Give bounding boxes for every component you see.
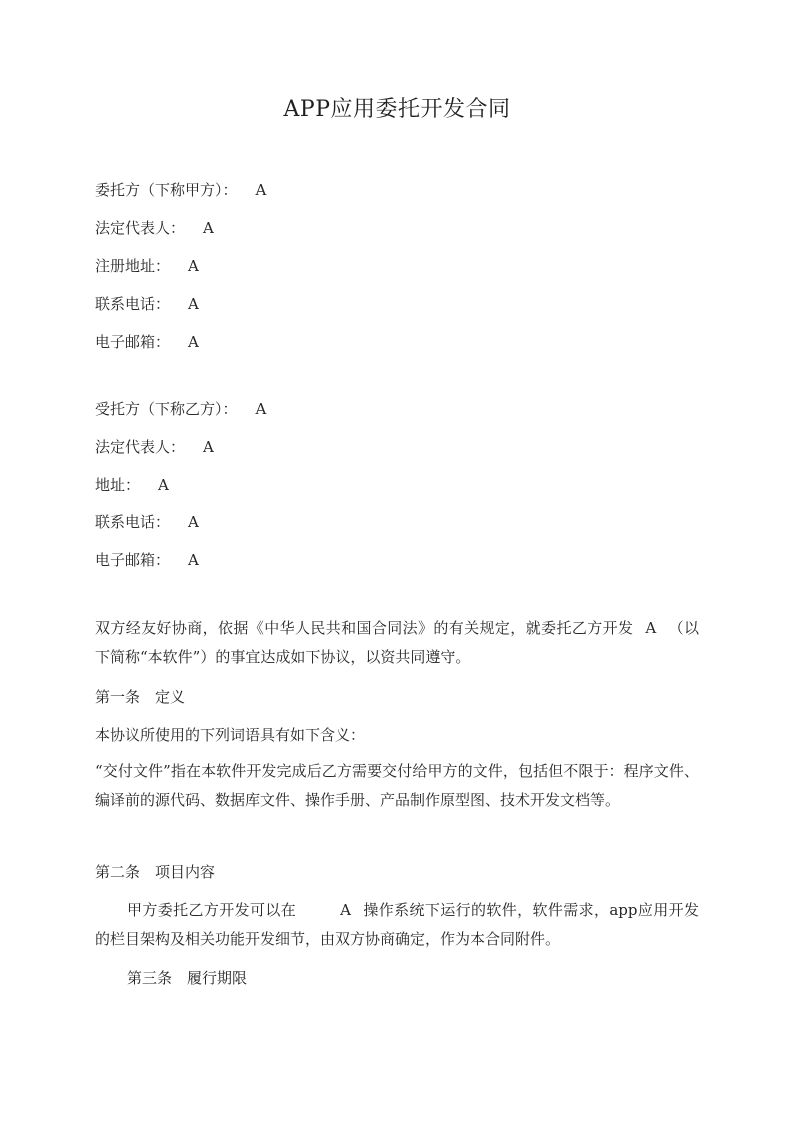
party-b-phone-value: A (188, 513, 199, 531)
party-a-email-label: 电子邮箱： (95, 333, 171, 351)
party-b-trustee-line (95, 399, 266, 419)
article-1-heading: 第一条 定义 (95, 688, 186, 706)
document-title: APP应用委托开发合同 (283, 97, 511, 122)
party-a-rep-value: A (203, 219, 214, 237)
intro-software-value: A (645, 619, 657, 637)
party-b-trustee-label: 受托方（下称乙方）： (95, 400, 238, 418)
party-b-email-value: A (188, 551, 199, 569)
article-2-paragraph (95, 896, 699, 954)
party-b-email-label: 电子邮箱： (95, 551, 171, 569)
party-b-phone-label: 联系电话： (95, 513, 171, 531)
article-1-lead: 本协议所使用的下列词语具有如下含义： (95, 726, 366, 744)
party-a-entrust-line (95, 180, 266, 200)
party-b-rep-line (95, 437, 214, 457)
party-a-entrust-value: A (255, 181, 267, 199)
party-b-address-label: 地址： (95, 476, 141, 494)
party-a-phone-value: A (188, 295, 199, 313)
article-3-heading: 第三条 履行期限 (127, 969, 248, 987)
party-b-email-line (95, 550, 199, 570)
party-b-address-value: A (158, 476, 169, 494)
party-b-trustee-value: A (255, 400, 267, 418)
party-a-address-label: 注册地址： (95, 257, 171, 275)
article-2-os-value: A (340, 901, 351, 919)
party-a-email-line (95, 332, 199, 352)
party-b-rep-value: A (203, 438, 214, 456)
party-a-address-value: A (188, 257, 199, 275)
party-a-phone-label: 联系电话： (95, 295, 171, 313)
intro-paragraph (95, 614, 699, 672)
party-b-rep-label: 法定代表人： (95, 438, 186, 456)
party-a-rep-label: 法定代表人： (95, 219, 186, 237)
article-2-heading: 第二条 项目内容 (95, 863, 216, 881)
party-a-email-value: A (188, 333, 199, 351)
party-a-phone-line (95, 294, 199, 314)
party-a-address-line (95, 256, 199, 276)
article-2-text-before: 甲方委托乙方开发可以在 (127, 901, 297, 919)
article-1-definition: “交付文件”指在本软件开发完成后乙方需要交付给甲方的文件，包括但不限于：程序文件、编译前的源代码、数据库文件、操作手册、产品制作原型图、技术开发文档等。 (95, 762, 699, 809)
party-a-entrust-label: 委托方（下称甲方）： (95, 181, 238, 199)
party-b-address-line (95, 475, 169, 495)
party-a-rep-line (95, 218, 214, 238)
party-b-phone-line (95, 512, 199, 532)
intro-text-before: 双方经友好协商，依据《中华人民共和国合同法》的有关规定，就委托乙方开发 (95, 619, 634, 637)
article-2-text-after: 操作系统下运行的软件，软件需求，app应用开发的栏目架构及相关功能开发细节，由双方协商确定，作为本合同附件。 (95, 901, 699, 948)
intro-text-after: （以下简称“本软件”）的事宜达成如下协议，以资共同遵守。 (95, 619, 699, 666)
